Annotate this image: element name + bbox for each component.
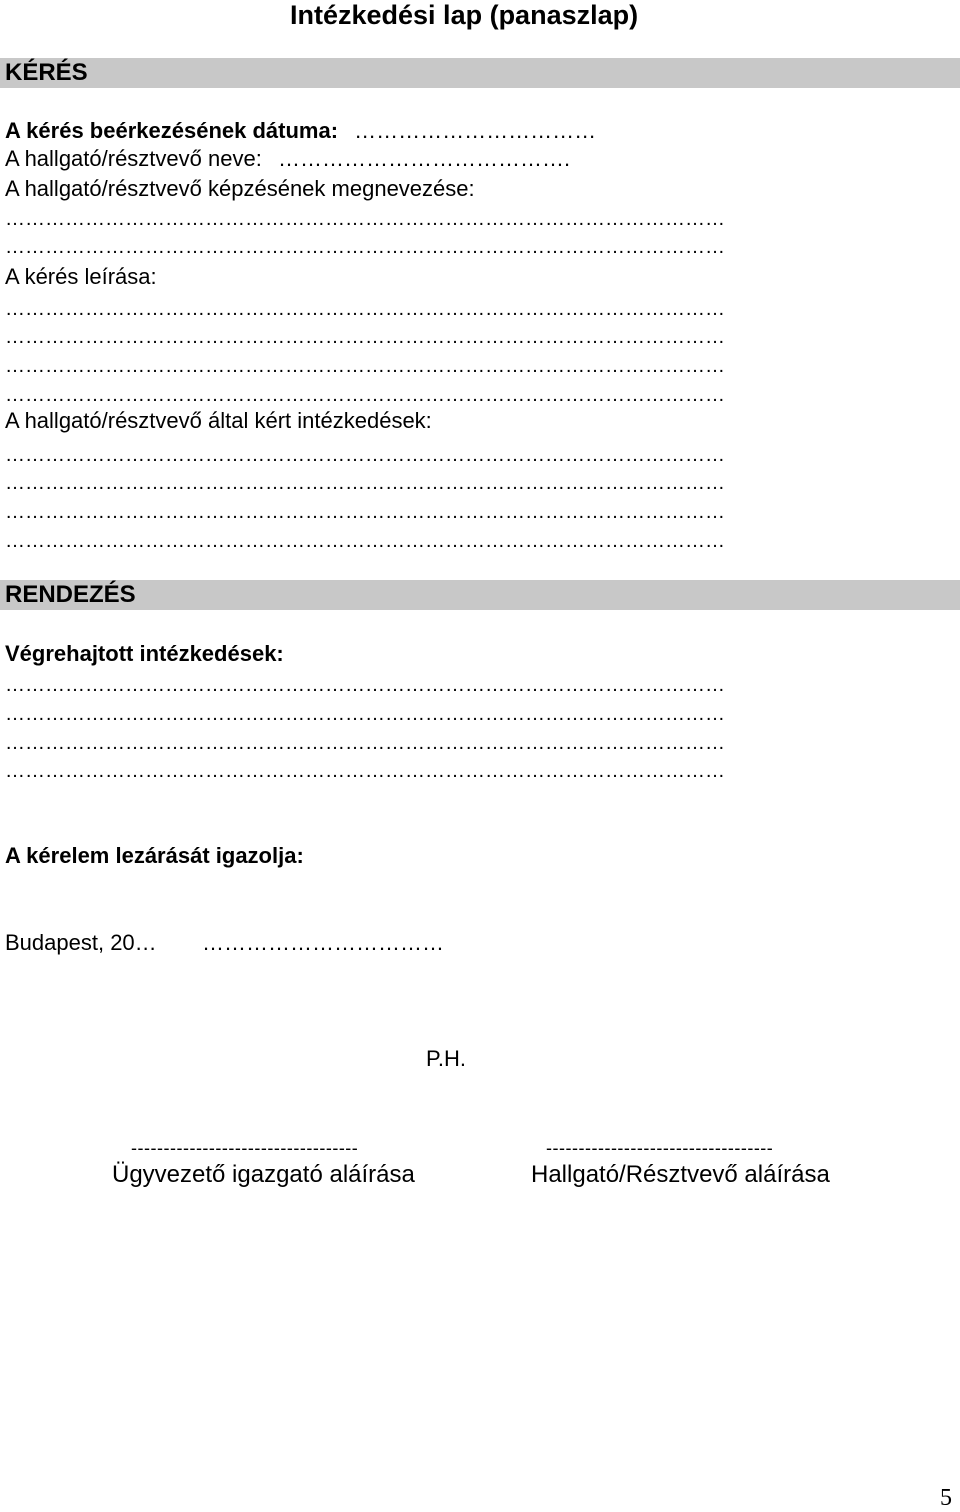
executed-measures-line[interactable]: ……………………………………………………………………………………………… (5, 674, 725, 696)
course-line[interactable]: ……………………………………………………………………………………………… (5, 208, 725, 230)
requested-measures-line[interactable]: ……………………………………………………………………………………………… (5, 501, 725, 523)
section-band-request (0, 58, 960, 88)
place-date-blank[interactable]: …………………………… (202, 930, 444, 955)
signature-label-director: Ügyvezető igazgató aláírása (112, 1161, 415, 1188)
description-line[interactable]: ……………………………………………………………………………………………… (5, 298, 725, 320)
executed-measures-label-text: Végrehajtott intézkedések: (5, 641, 284, 666)
description-line[interactable]: ……………………………………………………………………………………………… (5, 326, 725, 348)
requested-measures-label: A hallgató/résztvevő által kért intézkedések: (5, 408, 432, 433)
description-label: A kérés leírása: (5, 264, 157, 289)
stamp-placeholder: P.H. (426, 1046, 466, 1071)
place-date: Budapest, 20… (5, 930, 157, 955)
signature-line-director[interactable]: ----------------------------------- (131, 1138, 359, 1158)
section-band-settlement (0, 580, 960, 610)
signature-label-student: Hallgató/Résztvevő aláírása (531, 1161, 830, 1188)
student-name-blank[interactable]: …………………………………. (277, 146, 571, 171)
page-title-text: Intézkedési lap (panaszlap) (290, 0, 639, 30)
description-line[interactable]: ……………………………………………………………………………………………… (5, 384, 725, 406)
section-heading-request: KÉRÉS (5, 59, 88, 86)
page-number: 5 (940, 1485, 952, 1511)
request-date-row (5, 118, 596, 144)
requested-measures-line[interactable]: ……………………………………………………………………………………………… (5, 472, 725, 494)
executed-measures-label (5, 641, 284, 667)
section-heading-settlement: RENDEZÉS (5, 581, 136, 608)
course-line[interactable]: ……………………………………………………………………………………………… (5, 236, 725, 258)
closure-label-text: A kérelem lezárását igazolja: (5, 843, 304, 868)
requested-measures-line[interactable]: ……………………………………………………………………………………………… (5, 530, 725, 552)
request-date-blank[interactable]: …………………………… (354, 118, 597, 143)
student-name-label: A hallgató/résztvevő neve: (5, 146, 262, 171)
page-title (290, 0, 638, 30)
course-name-label: A hallgató/résztvevő képzésének megnevezése: (5, 176, 475, 201)
request-date-label: A kérés beérkezésének dátuma: (5, 118, 339, 143)
executed-measures-line[interactable]: ……………………………………………………………………………………………… (5, 760, 725, 782)
description-line[interactable]: ……………………………………………………………………………………………… (5, 355, 725, 377)
requested-measures-line[interactable]: ……………………………………………………………………………………………… (5, 444, 725, 466)
student-name-row (5, 146, 570, 172)
executed-measures-line[interactable]: ……………………………………………………………………………………………… (5, 732, 725, 754)
closure-label (5, 843, 304, 869)
signature-line-student[interactable]: ----------------------------------- (546, 1138, 774, 1158)
executed-measures-line[interactable]: ……………………………………………………………………………………………… (5, 703, 725, 725)
